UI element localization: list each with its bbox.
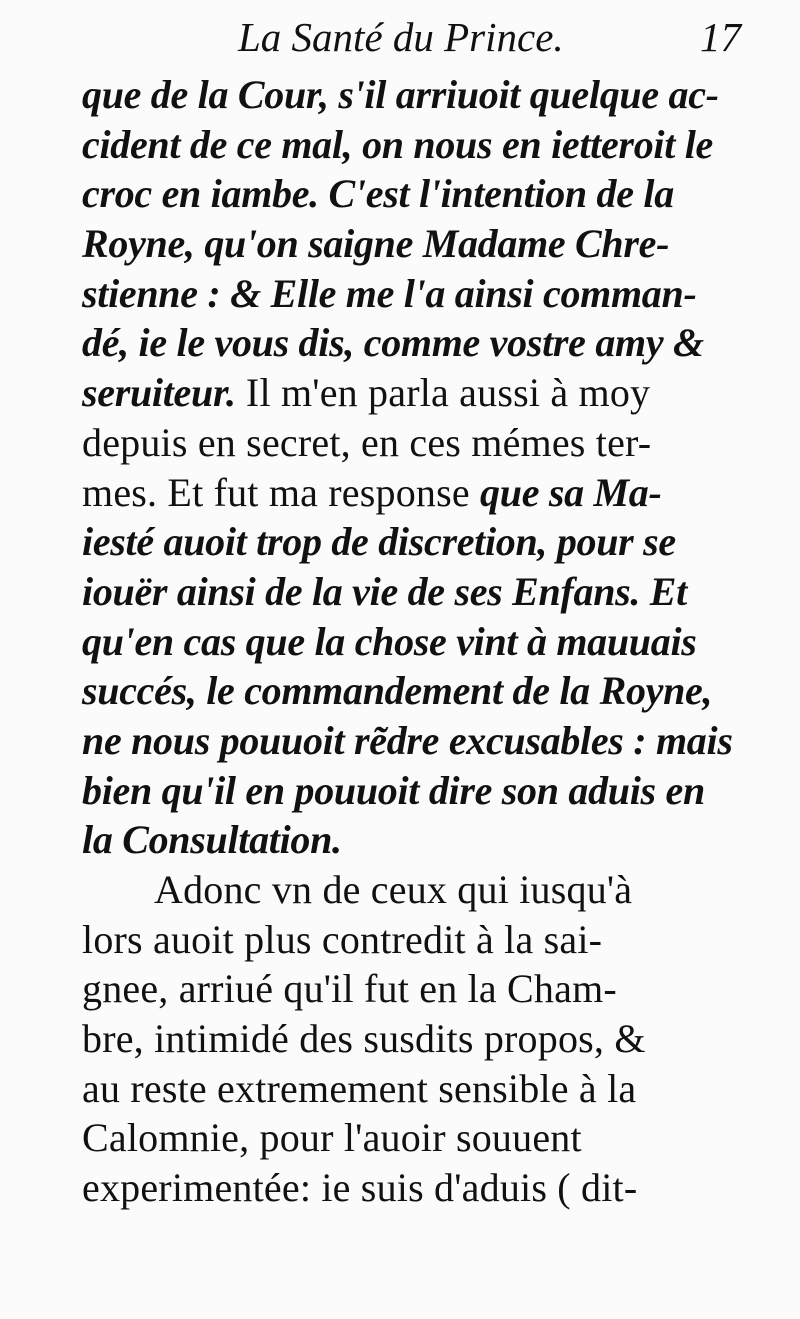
text-line: cident de ce mal, on nous en ietteroit le — [82, 121, 713, 167]
italic-fragment: seruiteur. — [82, 370, 236, 416]
text-line: qu'en cas que la chose vint à mauuais — [82, 618, 697, 664]
text-line — [82, 368, 772, 418]
text-line — [82, 468, 772, 518]
text-line: lors auoit plus contredit à la sai- — [82, 916, 603, 962]
running-title: La Santé du Prince. — [238, 14, 564, 60]
text-line: stienne : & Elle me l'a ainsi comman- — [82, 270, 697, 316]
text-line: iesté auoit trop de discretion, pour se — [82, 519, 676, 565]
text-line: succés, le commandement de la Royne, — [82, 668, 713, 714]
text-line: au reste extremement sensible à la — [82, 1065, 637, 1111]
text-line: experimentée: ie suis d'aduis ( dit- — [82, 1165, 638, 1211]
roman-fragment: Il m'en parla aussi à moy — [235, 370, 651, 416]
text-line: la Consultation. — [82, 817, 342, 863]
page-number: 17 — [700, 14, 741, 60]
text-line: depuis en secret, en ces mémes ter- — [82, 419, 652, 465]
text-line: ne nous pouuoit rẽdre excusables : mais — [82, 717, 733, 763]
roman-fragment: mes. Et fut ma response — [82, 469, 481, 515]
text-line: dé, ie le vous dis, comme vostre amy & — [82, 320, 704, 366]
page-header — [0, 12, 800, 62]
text-line: que de la Cour, s'il arriuoit quelque ac- — [82, 72, 719, 117]
text-line: croc en iambe. C'est l'intention de la — [82, 171, 674, 217]
italic-fragment: que sa Ma- — [480, 469, 662, 515]
text-line: bien qu'il en pouuoit dire son aduis en — [82, 767, 705, 813]
text-line: Royne, qu'on saigne Madame Chre- — [82, 221, 670, 267]
text-line: bre, intimidé des susdits propos, & — [82, 1016, 646, 1062]
text-line: Calomnie, pour l'auoir souuent — [82, 1115, 582, 1161]
text-line: iouër ainsi de la vie de ses Enfans. Et — [82, 568, 687, 614]
paragraph-start-line: Adonc vn de ceux qui iusqu'à — [154, 867, 633, 912]
text-line: gnee, arriué qu'il fut en la Cham- — [82, 966, 617, 1012]
text-body — [82, 70, 772, 1213]
